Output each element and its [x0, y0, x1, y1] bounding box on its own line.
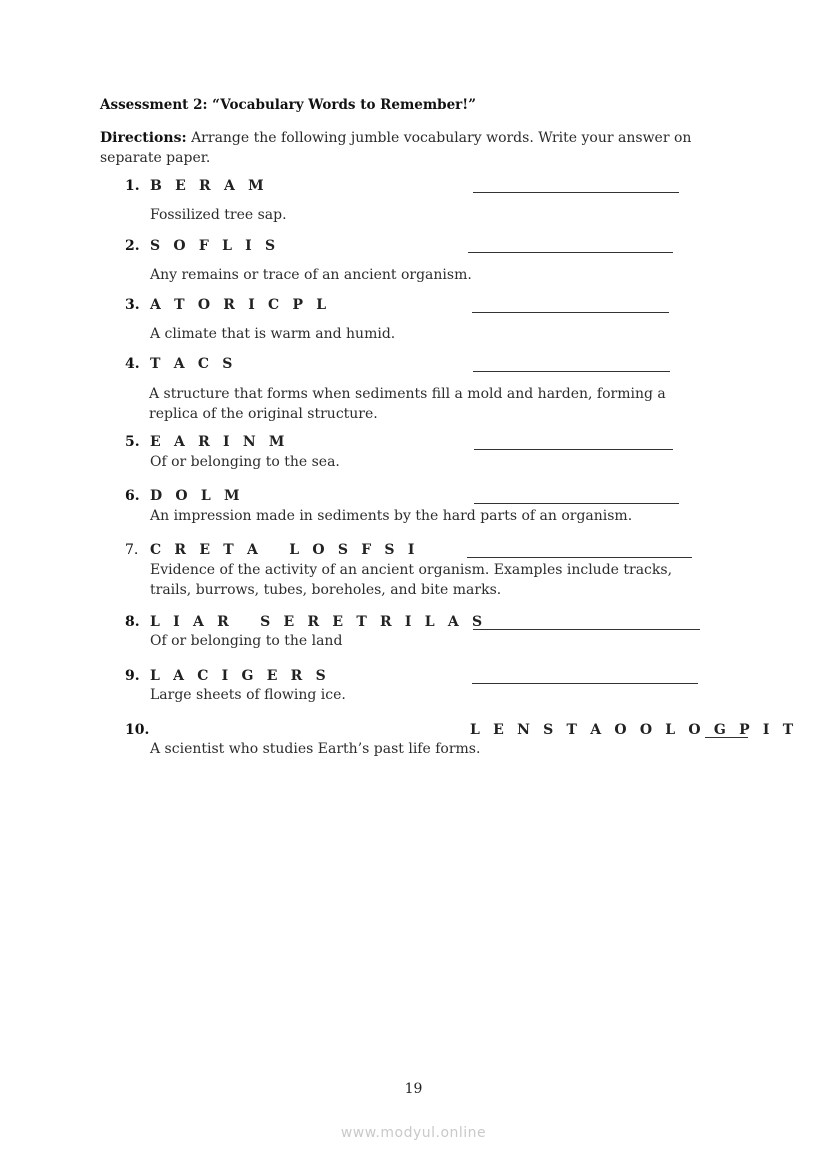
item-7-word: C R E T A L O S F S I — [150, 542, 419, 558]
item-8-answer-line — [473, 629, 700, 630]
item-6-answer-line — [474, 503, 679, 504]
item-3-definition: A climate that is warm and humid. — [150, 326, 396, 342]
directions-label: Directions: — [100, 130, 187, 146]
item-4-number: 4. — [125, 356, 140, 372]
item-7-definition: Evidence of the activity of an ancient organism. Examples include tracks, trails, burrows, tubes, boreholes, and bite marks. — [150, 562, 673, 598]
page-number: 19 — [404, 1081, 423, 1097]
item-3-answer-line — [472, 312, 669, 313]
item-6-definition: An impression made in sediments by the hard parts of an organism. — [150, 508, 633, 524]
item-5-answer-line — [474, 449, 673, 450]
item-5-definition: Of or belonging to the sea. — [150, 454, 340, 470]
item-7-number: 7. — [125, 542, 139, 558]
item-1-definition: Fossilized tree sap. — [150, 207, 287, 223]
item-1-answer-line — [473, 192, 679, 193]
item-10-definition: A scientist who studies Earth’s past life forms. — [150, 741, 481, 757]
item-9-answer-line — [472, 683, 698, 684]
item-1-word: B E R A M — [150, 178, 268, 194]
directions — [100, 128, 740, 168]
item-2-word: S O F L I S — [150, 238, 280, 254]
item-9-word: L A C I G E R S — [150, 668, 330, 684]
watermark: www.modyul.online — [340, 1125, 487, 1141]
item-6-word: D O L M — [150, 488, 244, 504]
item-4-definition: A structure that forms when sediments fill a mold and harden, forming a replica of the original structure. — [149, 386, 666, 422]
item-8-definition: Of or belonging to the land — [150, 633, 343, 649]
item-1-number: 1. — [125, 178, 140, 194]
item-8-word: L I A R S E R E T R I L A S — [150, 614, 487, 630]
item-3-number: 3. — [125, 297, 140, 313]
assessment-title: Assessment 2: “Vocabulary Words to Remember!” — [100, 97, 476, 113]
item-6-number: 6. — [125, 488, 140, 504]
item-9-definition: Large sheets of flowing ice. — [150, 687, 346, 703]
item-7-answer-line — [467, 557, 692, 558]
item-10-answer-line — [705, 737, 748, 738]
item-2-definition: Any remains or trace of an ancient organism. — [150, 267, 472, 283]
item-4-answer-line — [473, 371, 670, 372]
item-9-number: 9. — [125, 668, 140, 684]
item-10-number: 10. — [125, 722, 150, 738]
item-5-word: E A R I N M — [150, 434, 289, 450]
directions-text: Arrange the following jumble vocabulary words. Write your answer on separate paper. — [100, 130, 692, 166]
item-2-answer-line — [468, 252, 673, 253]
item-2-number: 2. — [125, 238, 140, 254]
item-8-number: 8. — [125, 614, 140, 630]
item-4-word: T A C S — [150, 356, 237, 372]
item-5-number: 5. — [125, 434, 140, 450]
item-10-word: L E N S T A O O L O G P I T — [470, 722, 798, 738]
item-3-word: A T O R I C P L — [150, 297, 331, 313]
